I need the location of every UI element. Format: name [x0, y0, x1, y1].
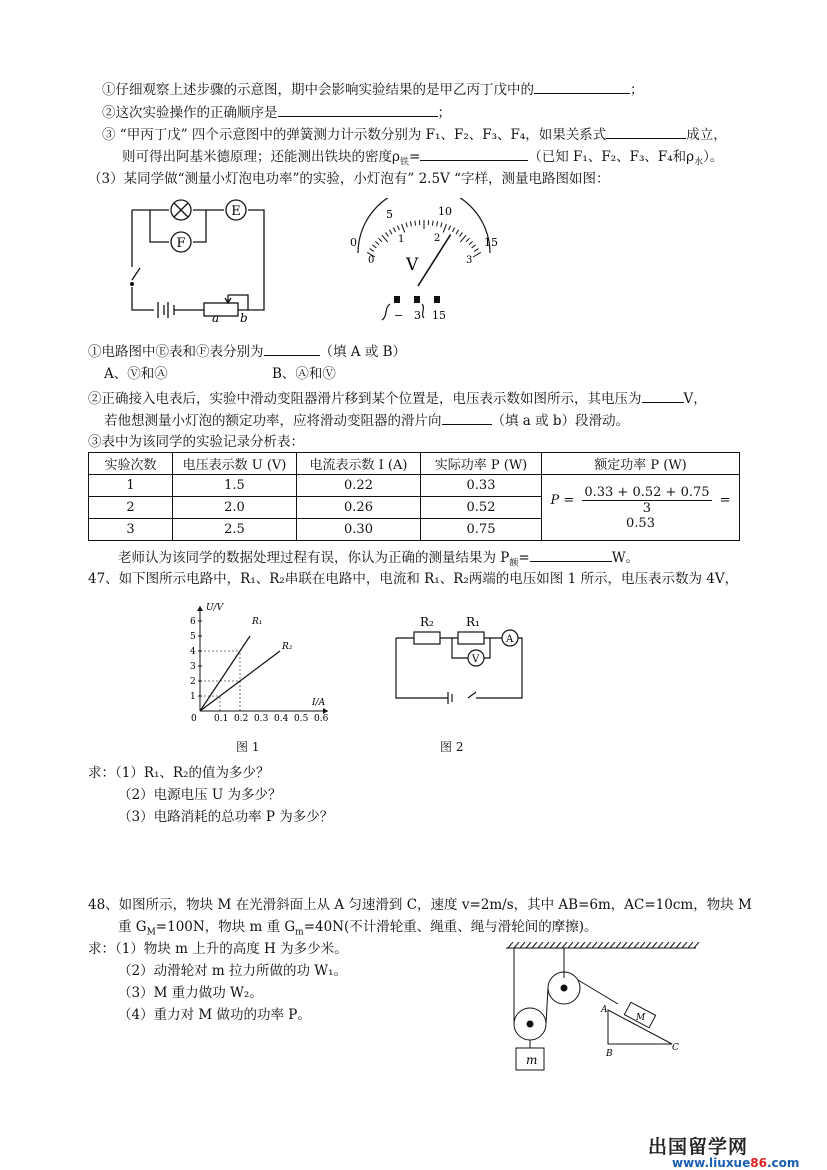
- terminal-3-icon: [414, 296, 420, 303]
- terminal-3-label: 3: [414, 309, 421, 322]
- table-cell: 1.5: [173, 475, 297, 497]
- y-tick-label: 5: [190, 632, 196, 642]
- y-tick-label: 3: [190, 662, 196, 672]
- question-3a: ③ “甲丙丁戊” 四个示意图中的弹簧测力计示数分别为 F₁、F₂、F₃、F₄，如果关系式 成立，: [102, 125, 727, 144]
- question-2: ②这次实验操作的正确顺序是 ；: [102, 103, 451, 122]
- outer-tick-0: 0: [350, 236, 357, 249]
- table-cell: 0.52: [421, 497, 542, 519]
- dial-tick: [382, 235, 388, 242]
- answer-blank[interactable]: [642, 389, 684, 403]
- ask-48-1: 求：（1）物块 m 上升的高度 H 为多少米。: [88, 940, 348, 958]
- table-cell: 2.5: [173, 519, 297, 541]
- table-cell: 0.30: [297, 519, 421, 541]
- dial-tick: [402, 224, 405, 233]
- switch-icon: [468, 692, 476, 698]
- y-tick-label: 1: [190, 692, 196, 702]
- table-cell: 0.75: [421, 519, 542, 541]
- answer-blank[interactable]: [534, 80, 630, 94]
- table-cell: 2.0: [173, 497, 297, 519]
- dial-tick: [389, 230, 392, 234]
- inner-tick-0: 0: [368, 255, 374, 266]
- ammeter-label: A: [505, 634, 514, 645]
- table-header: 额定功率 P (W): [542, 453, 740, 475]
- dial-tick: [432, 221, 433, 226]
- terminal-b-label: b: [240, 311, 248, 322]
- watermark-logo: [648, 1132, 748, 1159]
- figure-2-caption: 图 2: [440, 738, 463, 756]
- part-3-intro: （3）某同学做“测量小灯泡电功率”的实验，小灯泡有” 2.5V “字样，测量电路图如图：: [88, 170, 610, 188]
- x-axis-label: I/A: [311, 698, 326, 708]
- dial-tick: [410, 221, 411, 226]
- inner-tick-1: 1: [398, 234, 404, 245]
- formula-numerator: 0.33 + 0.52 + 0.75: [582, 485, 711, 501]
- x-tick-label: 0.3: [254, 714, 269, 724]
- outer-tick-5: 5: [386, 208, 393, 221]
- question-48a: 48、如图所示，物块 M 在光滑斜面上从 A 匀速滑到 C，速度 v=2m/s，其中 AB=6m，AC=10cm，物块 M: [88, 896, 752, 914]
- question-1: ①仔细观察上述步骤的示意图，期中会影响实验结果的是甲乙丙丁戊中的 ；: [102, 80, 644, 99]
- dial-tick: [460, 232, 463, 236]
- x-tick-label: 0.5: [294, 714, 309, 724]
- ask-48-3: （3）M 重力做功 W₂。: [118, 984, 263, 1002]
- dial-tick: [452, 228, 454, 232]
- table-cell: 2: [89, 497, 173, 519]
- question-3b: 则可得出阿基米德原理；还能测出铁块的密度$\rho_铁=$ （已知 F₁、F₂、F₃、F₄和$\rho_水$）。: [122, 147, 723, 172]
- teacher-comment: 老师认为该同学的数据处理过程有误，你认为正确的测量结果为 $P_额= W$。: [118, 548, 639, 573]
- table-header-row: [89, 453, 740, 475]
- dial-tick: [437, 221, 438, 226]
- ask-47-3: （3）电路消耗的总功率 P 为多少？: [118, 808, 333, 826]
- point-a-label: A: [600, 1005, 608, 1015]
- dial-tick: [469, 241, 473, 244]
- terminal-15-icon: [434, 296, 440, 303]
- dial-tick: [441, 223, 442, 228]
- answer-blank[interactable]: [264, 342, 320, 356]
- ask-47-2: （2）电源电压 U 为多少？: [118, 786, 282, 804]
- y-tick-label: 2: [190, 677, 196, 687]
- question-48b: 重 $G_M=100N$，物块 m 重 $G_m=40N$(不计滑轮重、绳重、绳与滑轮间的摩擦)。: [118, 918, 598, 942]
- ask-48-2: （2）动滑轮对 m 拉力所做的功 W₁。: [118, 962, 347, 980]
- inner-tick-2: 2: [434, 233, 440, 244]
- y-axis-label: U/V: [206, 603, 225, 613]
- x-tick-label: 0: [191, 714, 197, 724]
- r1-label: R₁: [466, 615, 480, 629]
- answer-blank[interactable]: [442, 411, 492, 425]
- dial-tick: [393, 228, 395, 232]
- table-header: 实验次数: [89, 453, 173, 475]
- x-tick-label: 0.1: [214, 714, 228, 724]
- sub-question-2: ②正确接入电表后，实验中滑动变阻器滑片移到某个位置是，电压表示数如图所示，其电压为 V，: [88, 389, 707, 408]
- dial-tick: [472, 245, 476, 248]
- terminal-15-label: 15: [432, 309, 446, 322]
- experiment-record-table: [88, 452, 740, 541]
- voltmeter-label: V: [471, 654, 480, 665]
- ask-47-1: 求：（1）R₁、R₂的值为多少？: [88, 764, 270, 782]
- formula-lhs: P =: [550, 493, 574, 508]
- dial-tick: [406, 223, 407, 228]
- table-header: 电压表示数 U (V): [173, 453, 297, 475]
- figure-2-circuit: [390, 608, 526, 704]
- terminal-a-label: a: [212, 311, 219, 322]
- point-c-label: C: [672, 1043, 679, 1053]
- terminal-neg-icon: [394, 296, 400, 303]
- table-row: [89, 475, 740, 497]
- dial-tick: [449, 226, 451, 231]
- dial-tick: [466, 238, 470, 242]
- watermark-url: www.liuxue86.com: [672, 1156, 799, 1170]
- series-line-1: [200, 636, 250, 711]
- meter-f-label: F: [176, 236, 185, 251]
- dial-tick: [456, 230, 459, 234]
- point-b-label: B: [605, 1049, 613, 1059]
- dial-tick: [379, 238, 383, 242]
- resistor-r1-icon: [458, 632, 484, 644]
- outer-tick-15: 15: [484, 236, 498, 249]
- series-label: R₁: [251, 617, 262, 627]
- table-cell: 3: [89, 519, 173, 541]
- answer-blank[interactable]: [420, 147, 528, 161]
- table-cell: 0.26: [297, 497, 421, 519]
- formula-cell: [542, 475, 740, 541]
- terminal-neg-label: −: [394, 309, 403, 322]
- dial-tick: [443, 224, 446, 233]
- dial-tick: [473, 252, 481, 257]
- x-tick-label: 0.6: [314, 714, 329, 724]
- table-header: 电流表示数 I (A): [297, 453, 421, 475]
- inner-tick-3: 3: [466, 255, 472, 266]
- circuit-diagram-1: [124, 192, 270, 322]
- answer-blank[interactable]: [606, 125, 686, 139]
- y-tick-label: 4: [190, 647, 196, 657]
- x-tick-label: 0.4: [274, 714, 289, 724]
- option-a: A、Ⓥ和Ⓐ: [104, 365, 168, 383]
- pulley-incline-diagram: [500, 942, 700, 1074]
- block-big-m-label: M: [635, 1013, 646, 1023]
- table-cell: 1: [89, 475, 173, 497]
- question-47: 47、如下图所示电路中，R₁、R₂串联在电路中，电流和 R₁、R₂两端的电压如图 1 所示，电压表示数为 4V，: [88, 570, 738, 588]
- sub-question-2b: 若他想测量小灯泡的额定功率，应将滑动变阻器的滑片向 （填 a 或 b）段滑动。: [104, 411, 629, 430]
- dial-tick: [460, 235, 466, 242]
- sub-question-3: ③表中为该同学的实验记录分析表：: [88, 433, 304, 451]
- rheostat-icon: [204, 303, 238, 316]
- answer-blank[interactable]: [278, 103, 438, 117]
- figure-1-caption: 图 1: [236, 738, 259, 756]
- resistor-r2-icon: [414, 632, 440, 644]
- dial-tick: [474, 249, 478, 252]
- meter-e-label: E: [231, 204, 241, 219]
- figure-1-chart: [178, 598, 338, 730]
- r2-label: R₂: [420, 615, 434, 629]
- answer-blank[interactable]: [530, 548, 612, 562]
- block-m-label: m: [526, 1053, 537, 1067]
- dial-tick: [370, 249, 374, 252]
- dial-tick: [375, 241, 379, 244]
- table-cell: 0.33: [421, 475, 542, 497]
- dial-tick: [372, 245, 376, 248]
- dial-tick: [415, 221, 416, 226]
- dial-tick: [397, 226, 399, 231]
- formula-denominator: 3: [582, 501, 711, 516]
- series-label: R₂: [281, 642, 293, 652]
- ask-48-4: （4）重力对 M 做功的功率 P。: [118, 1006, 311, 1024]
- table-cell: 0.22: [297, 475, 421, 497]
- option-b: B、Ⓐ和Ⓥ: [272, 365, 336, 383]
- table-header: 实际功率 P (W): [421, 453, 542, 475]
- watermark-title: 出国留学网: [648, 1136, 748, 1158]
- y-tick-label: 6: [190, 617, 196, 627]
- sub-question-1: ①电路图中Ⓔ表和Ⓕ表分别为 （填 A 或 B）: [88, 342, 406, 361]
- formula-rhs: = 0.53: [626, 493, 731, 531]
- voltmeter-dial: [338, 198, 508, 326]
- dial-tick: [386, 232, 389, 236]
- x-tick-label: 0.2: [234, 714, 248, 724]
- outer-tick-10: 10: [438, 205, 452, 218]
- switch-icon: [132, 268, 140, 280]
- voltmeter-symbol: V: [405, 255, 419, 275]
